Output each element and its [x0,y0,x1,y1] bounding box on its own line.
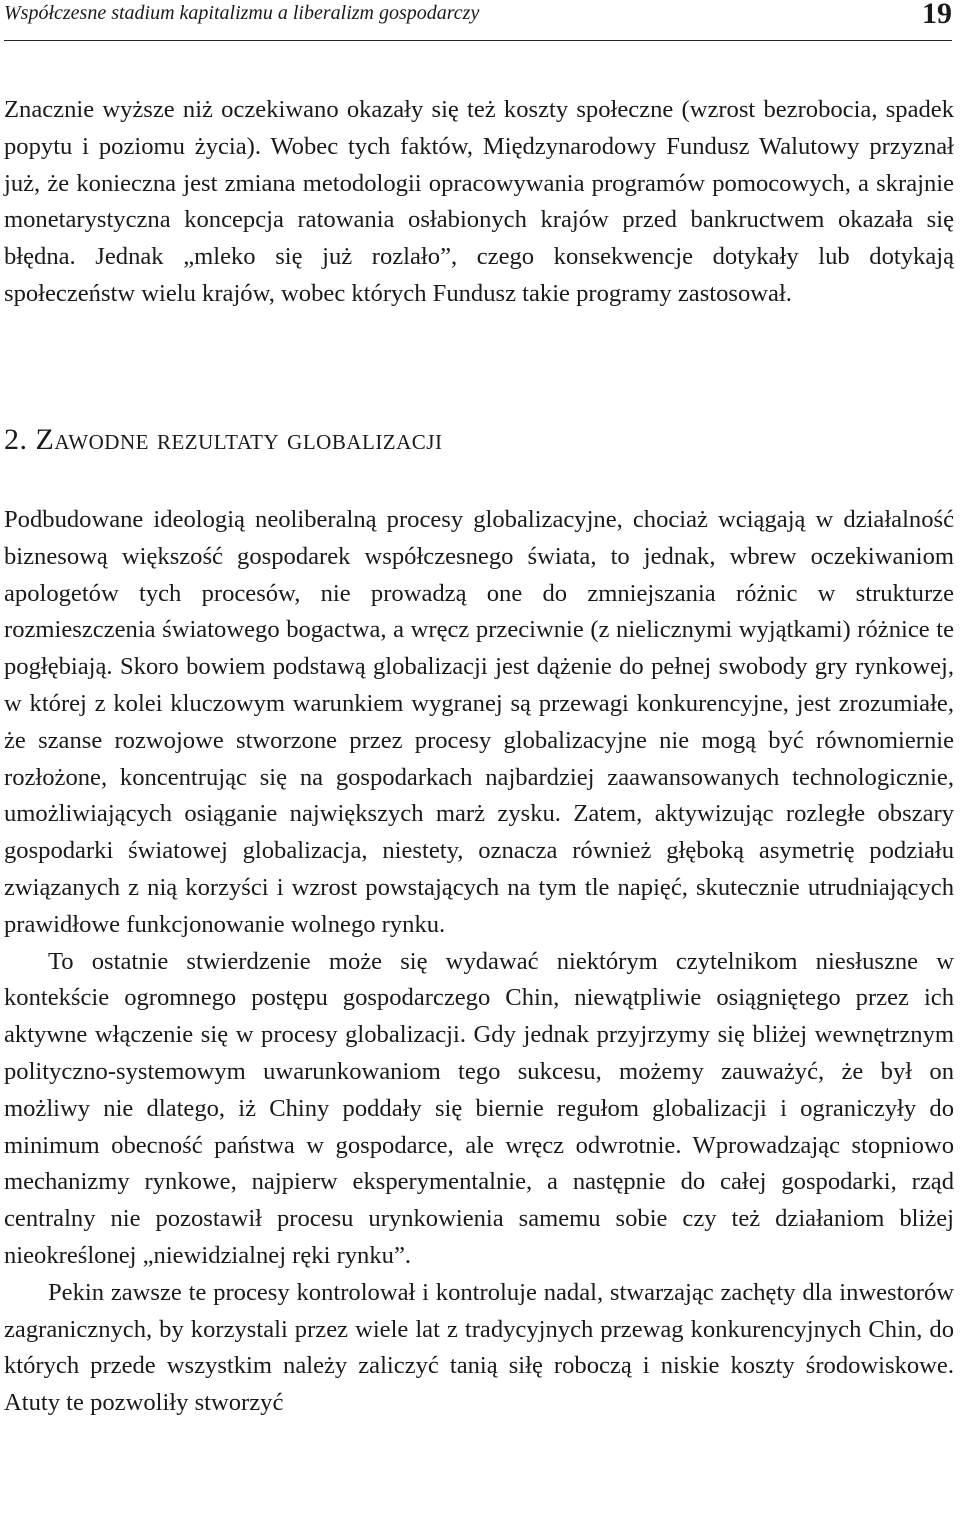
paragraph: Podbudowane ideologią neoliberalną procesy globalizacyjne, chociaż wciągają w działalność biznesową większość gospodarek współczesnego świata, to jednak, wbrew oczekiwaniom apologetów tych procesów, nie prowadzą one do zmniejszania różnic w strukturze rozmieszczenia światowego bogactwa, a wręcz przeciwnie (z nielicznymi wyjątkami) różnice te pogłębiają. Skoro bowiem podstawą globalizacji jest dążenie do pełnej swobody gry rynkowej, w której z kolei kluczowym warunkiem wygranej są przewagi konkurencyjne, jest zrozumiałe, że szanse rozwojowe stworzone przez procesy globalizacyjne nie mogą być równomiernie rozłożone, koncentrując się na gospodarkach najbardziej zaawansowanych technologicznie, umożliwiających osiąganie największych marż zysku. Zatem, aktywizując rozległe obszary gospodarki światowej globalizacja, niestety, oznacza również głęboką asymetrię podziału związanych z nią korzyści i wzrost powstających na tym tle napięć, skutecznie utrudniających prawidłowe funkcjonowanie wolnego rynku. [4,506,954,938]
running-title: Współczesne stadium kapitalizmu a liberalizm gospodarczy [4,2,480,24]
page-number: 19 [922,0,952,30]
paragraph-continuation: Znacznie wyższe niż oczekiwano okazały się też koszty społeczne (wzrost bezrobocia, spadek popytu i poziomu życia). Wobec tych faktów, Międzynarodowy Fundusz Walutowy przyznał już, że konieczna jest zmiana metodologii opracowywania programów pomocowych, a skrajnie monetarystyczna koncepcja ratowania osłabionych krajów przed bankructwem okazała się błędna. Jednak „mleko się już rozlało”, czego konsekwencje dotykały lub dotykają społeczeństw wielu krajów, wobec których Fundusz takie programy zastosował. [4,96,954,307]
paragraph: To ostatnie stwierdzenie może się wydawać niektórym czytelnikom niesłuszne w kontekście ogromnego postępu gospodarczego Chin, niewątpliwie osiągniętego przez ich aktywne włączenie się w procesy globalizacji. Gdy jednak przyjrzymy się bliżej wewnętrznym polityczno-systemowym uwarunkowaniom tego sukcesu, możemy zauważyć, że był on możliwy nie dlatego, iż Chiny poddały się biernie regułom globalizacji i ograniczyły do minimum obecność państwa w gospodarce, ale wręcz odwrotnie. Wprowadzając stopniowo mechanizmy rynkowe, najpierw eksperymentalnie, a następnie do całej gospodarki, rząd centralny nie pozostawił procesu urynkowienia samemu sobie czy też działaniom bliżej nieokreślonej „niewidzialnej ręki rynku”. [4,947,954,1269]
paragraph: Pekin zawsze te procesy kontrolował i kontroluje nadal, stwarzając zachęty dla inwestorów zagranicznych, by korzystali przez wiele lat z tradycyjnych przewag konkurencyjnych Chin, do których przede wszystkim należy zaliczyć tanią siłę roboczą i niskie koszty środowiskowe. Atuty te pozwoliły stworzyć [4,1278,954,1417]
running-header [4,0,952,41]
section-heading: 2. Zawodne rezultaty globalizacji [4,423,443,456]
section-body [4,502,954,1422]
top-text-block [4,92,954,313]
